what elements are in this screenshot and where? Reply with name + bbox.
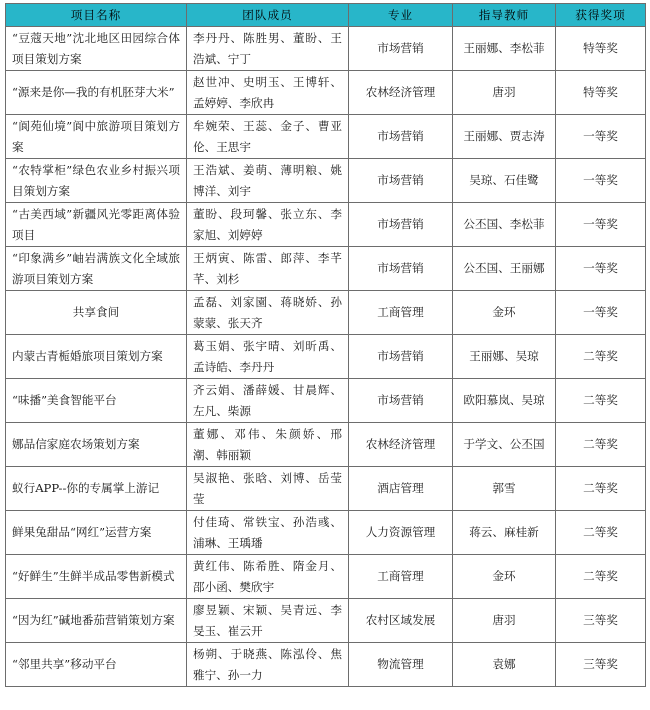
project-name-cell: 蚁行APP--你的专属掌上游记 <box>6 467 187 511</box>
team-members-cell: 董娜、邓伟、朱颜娇、邢潮、韩丽颖 <box>187 423 349 467</box>
project-name-cell: “古美西域”新疆风光零距离体验项目 <box>6 203 187 247</box>
award-cell: 一等奖 <box>556 247 646 291</box>
header-teacher: 指导教师 <box>453 4 556 27</box>
team-members-cell: 廖昱颖、宋颖、吴青远、李旻玉、崔云开 <box>187 599 349 643</box>
team-members-cell: 杨朔、于晓燕、陈泓伶、焦雅宁、孙一力 <box>187 643 349 687</box>
teacher-cell: 王丽娜、贾志涛 <box>453 115 556 159</box>
major-cell: 物流管理 <box>349 643 453 687</box>
major-cell: 工商管理 <box>349 291 453 335</box>
team-members-cell: 王浩斌、姜萌、薄明粮、姚博洋、刘宇 <box>187 159 349 203</box>
table-row <box>6 423 646 467</box>
award-cell: 二等奖 <box>556 335 646 379</box>
major-cell: 市场营销 <box>349 203 453 247</box>
award-cell: 一等奖 <box>556 159 646 203</box>
award-cell: 一等奖 <box>556 203 646 247</box>
team-members-cell: 牟婉荣、王蕊、金子、曹亚伦、王思宇 <box>187 115 349 159</box>
table-row <box>6 555 646 599</box>
table-row <box>6 159 646 203</box>
project-name-cell: “源来是你—我的有机胚芽大米” <box>6 71 187 115</box>
teacher-cell: 郭雪 <box>453 467 556 511</box>
project-name-cell: “邻里共享”移动平台 <box>6 643 187 687</box>
team-members-cell: 吴淑艳、张晗、刘博、岳莹莹 <box>187 467 349 511</box>
project-name-cell: “因为红”碱地番茄营销策划方案 <box>6 599 187 643</box>
award-cell: 一等奖 <box>556 115 646 159</box>
award-cell: 特等奖 <box>556 27 646 71</box>
table-row <box>6 203 646 247</box>
teacher-cell: 蒋云、麻桂新 <box>453 511 556 555</box>
award-cell: 一等奖 <box>556 291 646 335</box>
award-cell: 二等奖 <box>556 379 646 423</box>
award-cell: 二等奖 <box>556 467 646 511</box>
teacher-cell: 唐羽 <box>453 599 556 643</box>
table-row <box>6 511 646 555</box>
team-members-cell: 葛玉娟、张宇晴、刘昕禹、孟诗皓、李丹丹 <box>187 335 349 379</box>
team-members-cell: 齐云娟、潘薛媛、甘晨辉、左凡、柴源 <box>187 379 349 423</box>
table-row <box>6 335 646 379</box>
table-row <box>6 467 646 511</box>
major-cell: 农林经济管理 <box>349 423 453 467</box>
teacher-cell: 袁娜 <box>453 643 556 687</box>
teacher-cell: 王丽娜、吴琼 <box>453 335 556 379</box>
header-members: 团队成员 <box>187 4 349 27</box>
table-row <box>6 115 646 159</box>
header-project: 项目名称 <box>6 4 187 27</box>
major-cell: 市场营销 <box>349 27 453 71</box>
teacher-cell: 金环 <box>453 291 556 335</box>
award-cell: 三等奖 <box>556 643 646 687</box>
header-award: 获得奖项 <box>556 4 646 27</box>
project-name-cell: 共享食间 <box>6 291 187 335</box>
award-cell: 三等奖 <box>556 599 646 643</box>
header-row <box>6 4 646 27</box>
project-name-cell: 娜品信家庭农场策划方案 <box>6 423 187 467</box>
project-name-cell: “好鲜生”生鲜半成品零售新模式 <box>6 555 187 599</box>
table-row <box>6 71 646 115</box>
teacher-cell: 王丽娜、李松菲 <box>453 27 556 71</box>
award-table <box>5 3 646 687</box>
award-cell: 特等奖 <box>556 71 646 115</box>
teacher-cell: 吴琼、石佳鹭 <box>453 159 556 203</box>
table-row <box>6 379 646 423</box>
team-members-cell: 王炳寅、陈雷、郎萍、李芊芊、刘杉 <box>187 247 349 291</box>
award-cell: 二等奖 <box>556 423 646 467</box>
project-name-cell: “农特掌柜”绿色农业乡村振兴项目策划方案 <box>6 159 187 203</box>
team-members-cell: 黄红伟、陈希胜、隋金月、邵小函、樊欣宇 <box>187 555 349 599</box>
award-cell: 二等奖 <box>556 555 646 599</box>
project-name-cell: “味播”美食智能平台 <box>6 379 187 423</box>
table-row <box>6 643 646 687</box>
team-members-cell: 赵世冲、史明玉、王博轩、孟婷婷、李欣冉 <box>187 71 349 115</box>
team-members-cell: 付佳琦、常铁宝、孙浩彧、浦琳、王瑀璠 <box>187 511 349 555</box>
project-name-cell: “印象满乡”岫岩满族文化全域旅游项目策划方案 <box>6 247 187 291</box>
project-name-cell: “豆蔻天地”沈北地区田园综合体项目策划方案 <box>6 27 187 71</box>
table-row <box>6 291 646 335</box>
teacher-cell: 欧阳慕岚、吴琼 <box>453 379 556 423</box>
project-name-cell: 鲜果兔甜品“网红”运营方案 <box>6 511 187 555</box>
table-row <box>6 599 646 643</box>
table-body <box>6 27 646 687</box>
table-row <box>6 247 646 291</box>
major-cell: 市场营销 <box>349 159 453 203</box>
teacher-cell: 金环 <box>453 555 556 599</box>
major-cell: 酒店管理 <box>349 467 453 511</box>
award-cell: 二等奖 <box>556 511 646 555</box>
major-cell: 市场营销 <box>349 247 453 291</box>
major-cell: 农林经济管理 <box>349 71 453 115</box>
major-cell: 市场营销 <box>349 335 453 379</box>
major-cell: 工商管理 <box>349 555 453 599</box>
table-row <box>6 27 646 71</box>
project-name-cell: 内蒙古青栀婚旅项目策划方案 <box>6 335 187 379</box>
teacher-cell: 公丕国、王丽娜 <box>453 247 556 291</box>
header-major: 专业 <box>349 4 453 27</box>
teacher-cell: 唐羽 <box>453 71 556 115</box>
major-cell: 市场营销 <box>349 379 453 423</box>
team-members-cell: 孟磊、刘家園、蒋晓娇、孙蒙蒙、张天齐 <box>187 291 349 335</box>
major-cell: 市场营销 <box>349 115 453 159</box>
team-members-cell: 李丹丹、陈胜男、董盼、王浩斌、宁丁 <box>187 27 349 71</box>
team-members-cell: 董盼、段珂馨、张立东、李家旭、刘婷婷 <box>187 203 349 247</box>
major-cell: 人力资源管理 <box>349 511 453 555</box>
major-cell: 农村区域发展 <box>349 599 453 643</box>
project-name-cell: “阆苑仙境”阆中旅游项目策划方案 <box>6 115 187 159</box>
teacher-cell: 于学文、公丕国 <box>453 423 556 467</box>
teacher-cell: 公丕国、李松菲 <box>453 203 556 247</box>
